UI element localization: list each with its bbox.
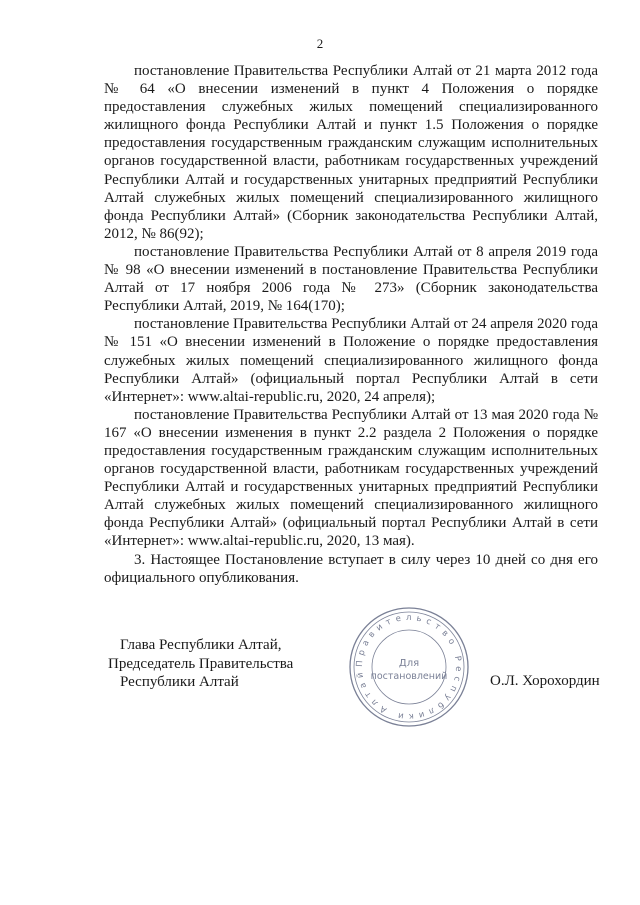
official-stamp xyxy=(347,605,471,729)
stamp-inner-text-1: Для xyxy=(398,658,420,669)
stamp-ring-text: Правительство Республики Алтай xyxy=(354,612,464,722)
signatory-title-line-3: Республики Алтай xyxy=(120,674,239,690)
signatory-title xyxy=(108,636,308,692)
signatory-title-line-2: Председатель Правительства xyxy=(108,655,294,672)
signatory-name: О.Л. Хорохордин xyxy=(490,673,600,689)
paragraph-decree-2020-april: постановление Правительства Республики Алтай от 24 апреля 2020 года № 151 «О внесении изменений в Положение о порядке предоставления служебных жилых помещений специализированного жилищного фонда Республики Алтай» (официальный портал Республики Алтай в сети «Интернет»: www.altai-republic.ru, 2020, 24 апреля); xyxy=(104,316,598,405)
stamp-graphic xyxy=(347,605,471,729)
paragraph-decree-2012: постановление Правительства Республики Алтай от 21 марта 2012 года № 64 «О внесении изменений в пункт 4 Положения о порядке предоставления служебных жилых помещений специализированного жилищного фонда Республики Алтай и пункт 1.5 Положения о порядке предоставления государственным гражданским служащим исполнительных органов государственной власти, работникам государственных учреждений Республики Алтай и государственных унитарных предприятий Республики Алтай служебных жилых помещений специализированного жилищного фонда Республики Алтай» (Сборник законодательства Республики Алтай, 2012, № 86(92); xyxy=(104,63,598,242)
paragraph-decree-2020-may: постановление Правительства Республики Алтай от 13 мая 2020 года № 167 «О внесении изменения в пункт 2.2 раздела 2 Положения о порядке предоставления государственным гражданским служащим исполнительных органов государственной власти, работникам государственных учреждений Республики Алтай и государственных унитарных предприятий Республики Алтай служебных жилых помещений специализированного жилищного фонда Республики Алтай» (официальный портал Республики Алтай в сети «Интернет»: www.altai-republic.ru, 2020, 13 мая). xyxy=(104,406,598,550)
signatory-title-line-1: Глава Республики Алтай, xyxy=(120,637,282,653)
paragraph-effective-date: 3. Настоящее Постановление вступает в силу через 10 дней со дня его официального опубликования. xyxy=(104,551,598,586)
document-body xyxy=(104,62,598,587)
stamp-inner-text-2: постановлений xyxy=(370,671,448,682)
page-number: 2 xyxy=(316,36,324,51)
paragraph-decree-2019: постановление Правительства Республики Алтай от 8 апреля 2019 года № 98 «О внесении изменений в постановление Правительства Республики Алтай от 17 ноября 2006 года № 273» (Сборник законодательства Республики Алтай, 2019, № 164(170); xyxy=(104,243,598,315)
